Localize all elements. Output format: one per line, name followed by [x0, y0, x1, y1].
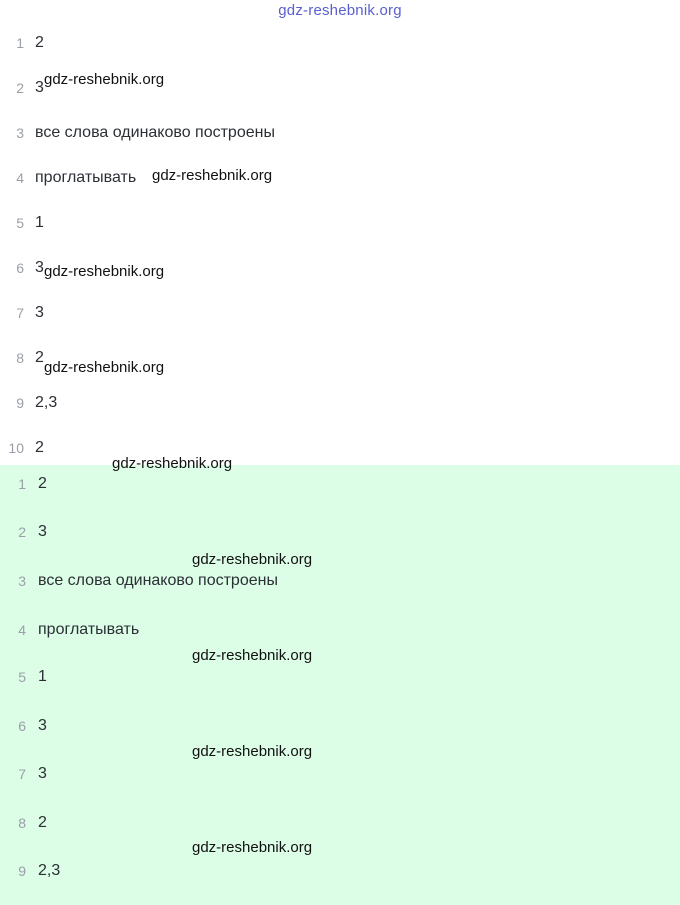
list-item [0, 714, 47, 738]
list-item [0, 346, 44, 370]
top-watermark: gdz-reshebnik.org [278, 2, 402, 19]
watermark: gdz-reshebnik.org [112, 455, 233, 472]
item-number: 1 [16, 35, 24, 51]
item-number: 5 [16, 215, 24, 231]
item-number: 8 [16, 350, 24, 366]
watermark: gdz-reshebnik.org [44, 71, 165, 88]
item-answer: 3 [35, 304, 44, 321]
item-number: 5 [18, 669, 26, 685]
item-answer: 1 [38, 668, 47, 685]
item-answer: все слова одинаково построены [38, 572, 278, 589]
list-item [0, 391, 57, 415]
item-answer: 3 [35, 259, 44, 276]
item-number: 7 [18, 766, 26, 782]
item-number: 3 [16, 125, 24, 141]
item-answer: 2,3 [38, 862, 61, 879]
list-item [0, 762, 47, 786]
list-item [0, 436, 44, 460]
item-answer: 3 [38, 523, 47, 540]
item-number: 4 [16, 170, 24, 186]
item-number: 3 [18, 573, 26, 589]
item-answer: 2,3 [35, 394, 58, 411]
item-number: 2 [16, 80, 24, 96]
item-number: 6 [18, 718, 26, 734]
item-answer: 2 [35, 439, 44, 456]
list-item [0, 472, 47, 496]
item-number: 4 [18, 622, 26, 638]
item-number: 2 [18, 524, 26, 540]
list-item [0, 569, 278, 593]
item-answer: 2 [35, 349, 44, 366]
watermark: gdz-reshebnik.org [192, 839, 313, 856]
item-number: 7 [16, 305, 24, 321]
list-item [0, 76, 44, 100]
item-number: 6 [16, 260, 24, 276]
list-item [0, 665, 47, 689]
item-number: 9 [18, 863, 26, 879]
item-answer: 3 [38, 717, 47, 734]
item-answer: 3 [38, 765, 47, 782]
list-item [0, 256, 44, 280]
item-number: 1 [18, 476, 26, 492]
item-answer: все слова одинаково построены [35, 124, 275, 141]
watermark: gdz-reshebnik.org [192, 743, 313, 760]
list-item [0, 211, 44, 235]
watermark: gdz-reshebnik.org [44, 359, 165, 376]
list-item [0, 520, 47, 544]
item-number: 9 [16, 395, 24, 411]
watermark: gdz-reshebnik.org [44, 263, 165, 280]
item-number: 8 [18, 815, 26, 831]
item-answer: 3 [35, 79, 44, 96]
watermark: gdz-reshebnik.org [192, 647, 313, 664]
list-item [0, 811, 47, 835]
item-answer: проглатывать [38, 621, 140, 638]
list-item [0, 618, 139, 642]
list-item [0, 166, 136, 190]
watermark: gdz-reshebnik.org [152, 167, 273, 184]
list-item [0, 301, 44, 325]
item-number: 10 [8, 440, 24, 456]
item-answer: 2 [38, 475, 47, 492]
item-answer: проглатывать [35, 169, 137, 186]
item-answer: 2 [35, 34, 44, 51]
item-answer: 2 [38, 814, 47, 831]
list-item [0, 31, 44, 55]
list-item [0, 859, 60, 883]
answers-list-green [0, 465, 680, 905]
list-item [0, 121, 275, 145]
item-answer: 1 [35, 214, 44, 231]
watermark: gdz-reshebnik.org [192, 551, 313, 568]
